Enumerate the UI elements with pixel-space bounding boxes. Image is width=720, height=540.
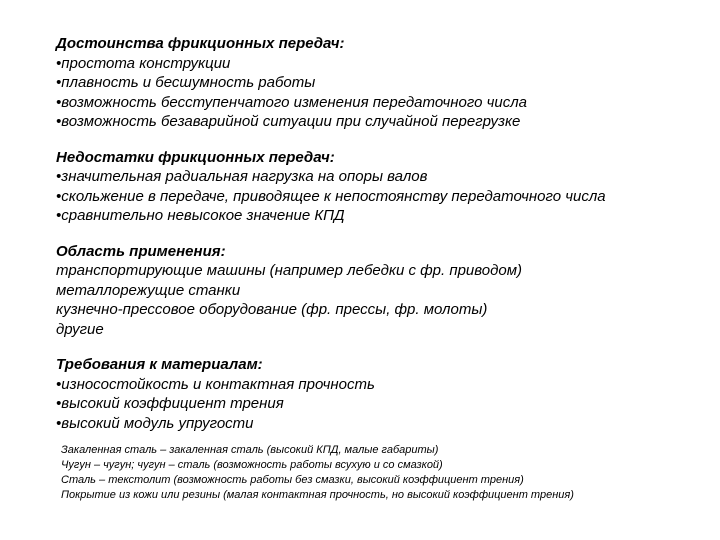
material-pair: Закаленная сталь – закаленная сталь (высокий КПД, малые габариты) (61, 444, 439, 456)
advantages-section (56, 34, 706, 132)
materials-item: •высокий коэффициент трения (56, 395, 284, 412)
disadvantages-item: •значительная радиальная нагрузка на опоры валов (56, 168, 428, 185)
materials-section (56, 355, 706, 503)
materials-heading: Требования к материалам: (56, 356, 263, 373)
applications-item: другие (56, 320, 104, 338)
material-pairs-list (61, 443, 706, 503)
materials-item: •износостойкость и контактная прочность (56, 375, 375, 393)
applications-item: металлорежущие станки (56, 281, 241, 299)
disadvantages-item: •сравнительно невысокое значение КПД (56, 207, 345, 224)
material-pair: Сталь – текстолит (возможность работы без смазки, высокий коэффициент трения) (61, 474, 524, 486)
advantages-item: •плавность и бесшумность работы (56, 74, 316, 91)
applications-heading: Область применения: (56, 242, 226, 260)
material-pair: Чугун – чугун; чугун – сталь (возможность работы всухую и со смазкой) (61, 459, 443, 471)
advantages-item: •возможность бесступенчатого изменения передаточного числа (56, 93, 528, 111)
applications-section (56, 242, 706, 340)
material-pair: Покрытие из кожи или резины (малая контактная прочность, но высокий коэффициент трения) (61, 489, 574, 501)
disadvantages-heading: Недостатки фрикционных передач: (56, 148, 335, 166)
slide-content (56, 34, 706, 503)
applications-item: транспортирующие машины (например лебедки с фр. приводом) (56, 262, 523, 279)
disadvantages-section (56, 148, 706, 226)
advantages-item: •простота конструкции (56, 54, 231, 72)
disadvantages-item: •скольжение в передаче, приводящее к непостоянству передаточного числа (56, 187, 606, 205)
materials-item: •высокий модуль упругости (56, 414, 254, 432)
advantages-item: •возможность безаварийной ситуации при случайной перегрузке (56, 113, 521, 130)
applications-item: кузнечно-прессовое оборудование (фр. прессы, фр. молоты) (56, 301, 488, 318)
advantages-heading: Достоинства фрикционных передач: (56, 35, 345, 52)
